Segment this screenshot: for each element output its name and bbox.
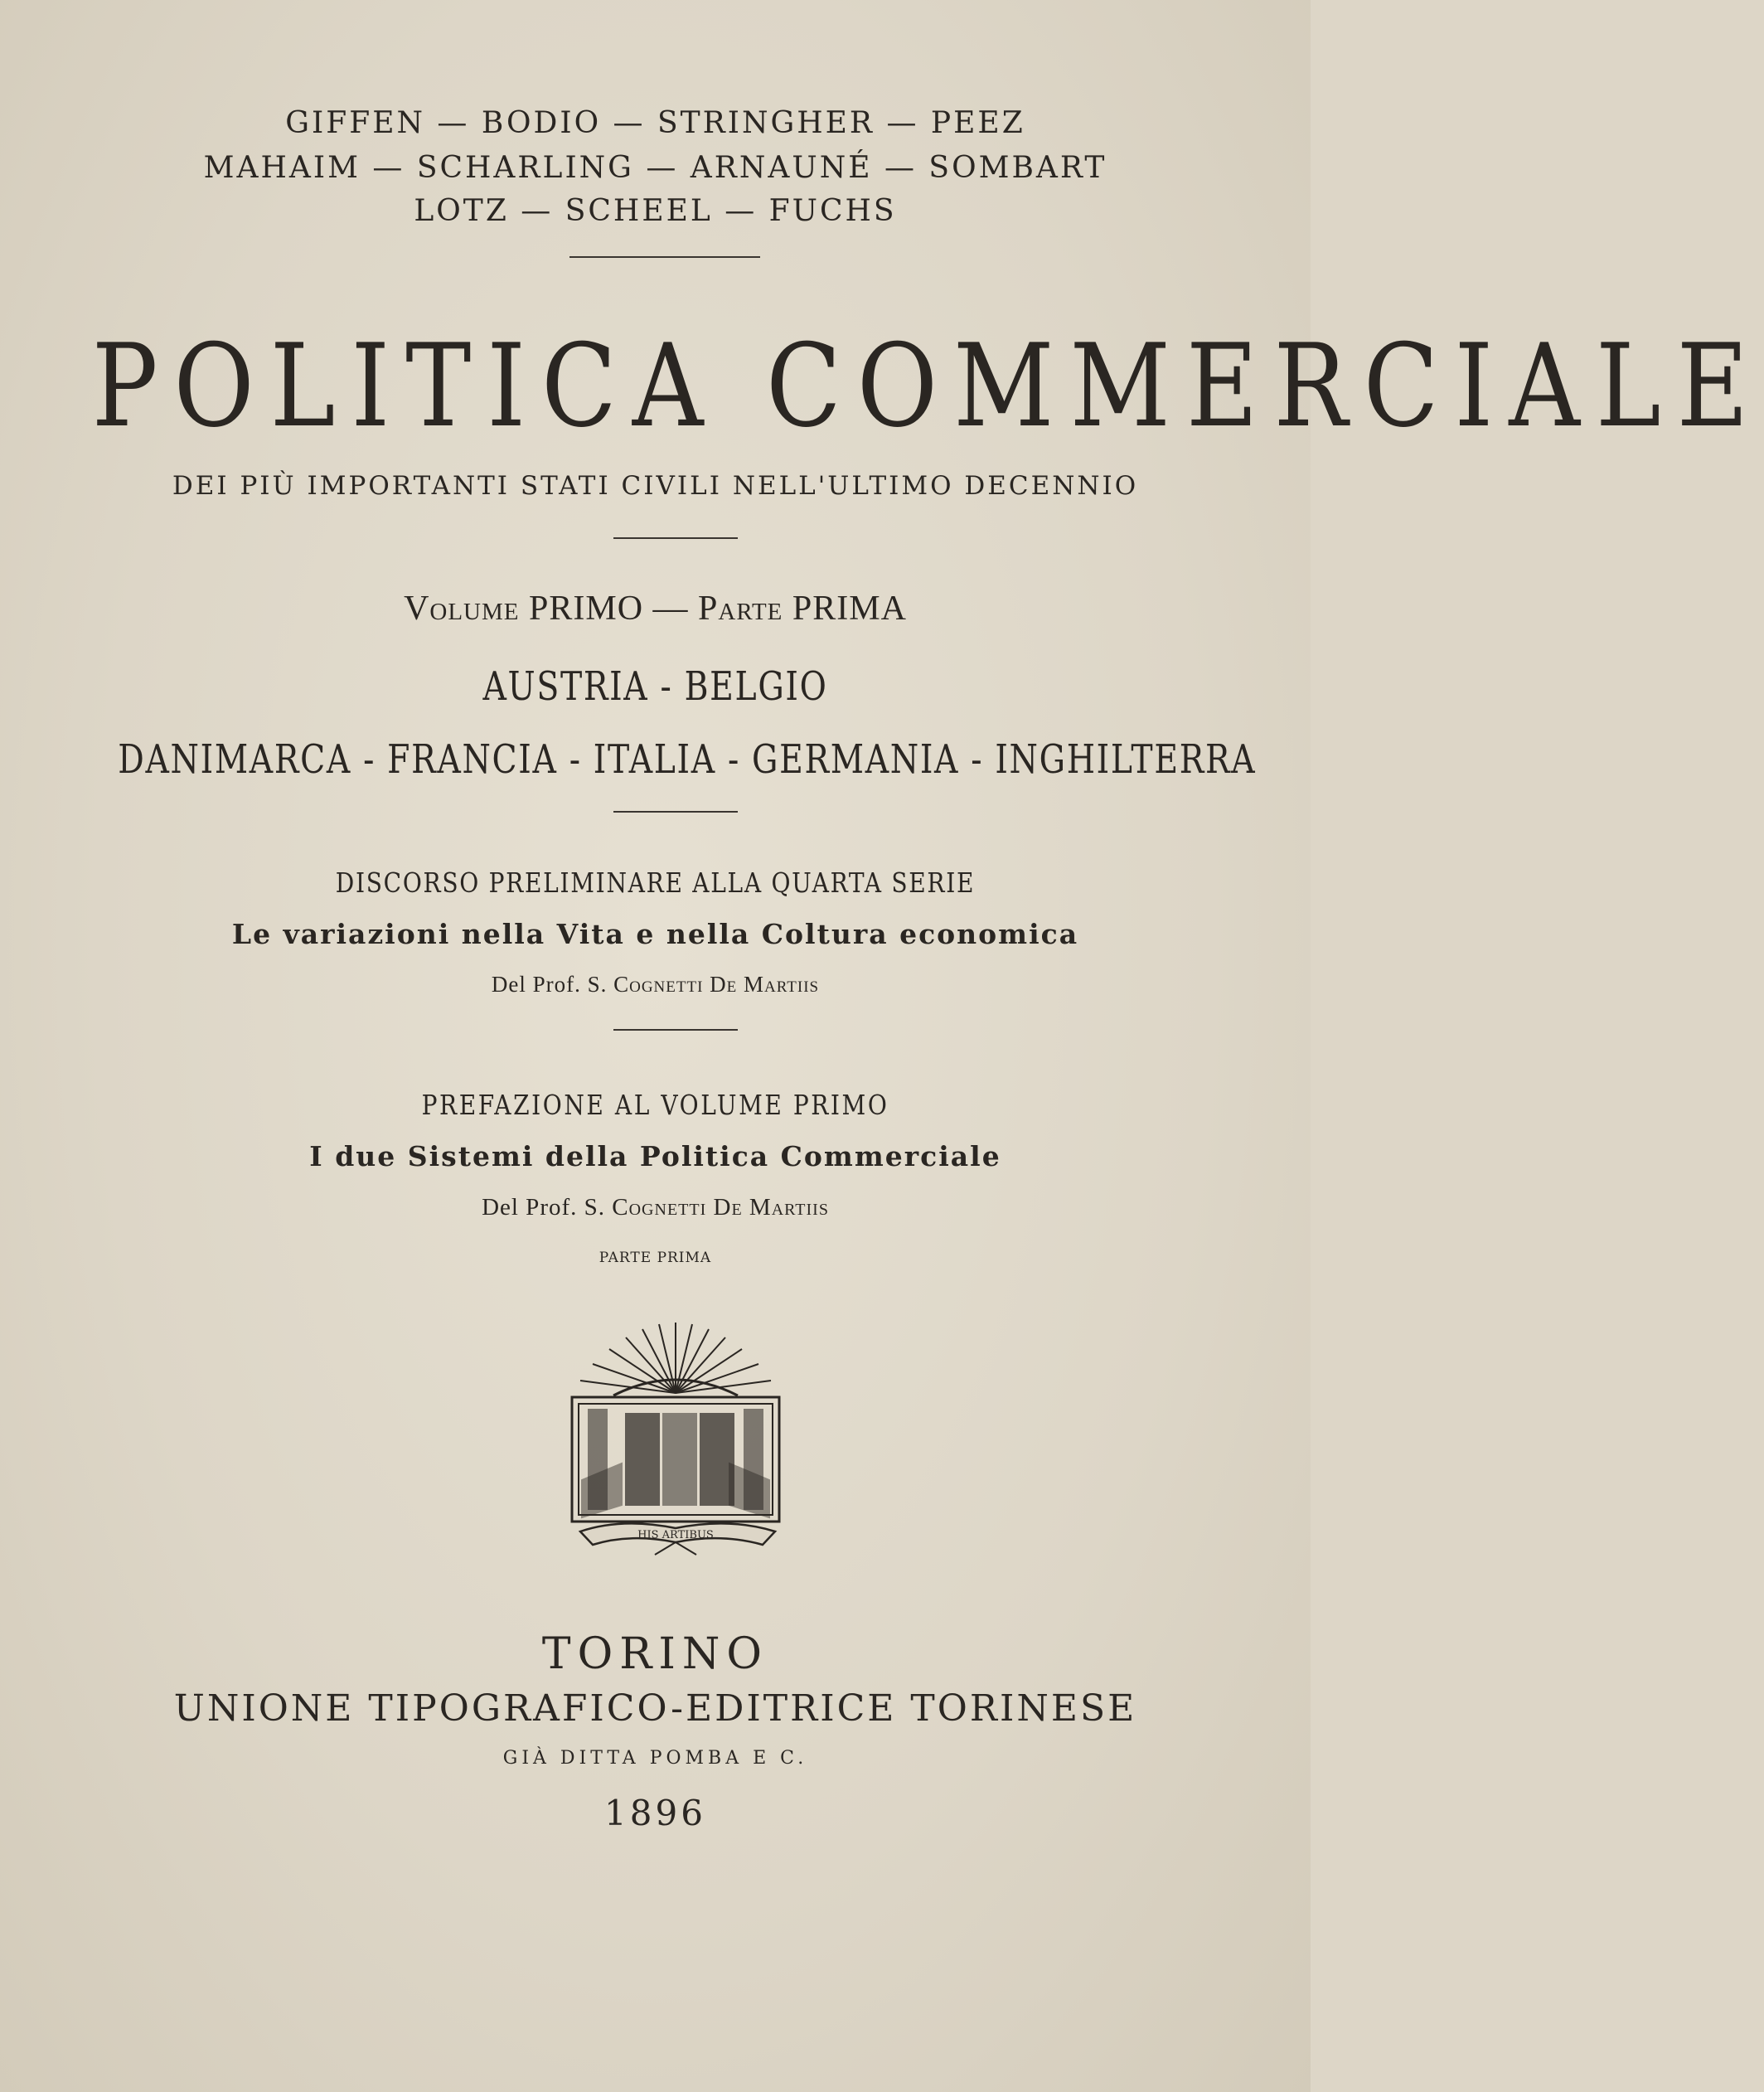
prefazione-author-prefix: Del Prof. S.: [482, 1194, 606, 1221]
discorso-author-name: Cognetti De Martiis: [613, 972, 820, 997]
divider-rule: [613, 811, 738, 813]
divider-rule: [613, 1029, 738, 1031]
prefazione-part: PARTE PRIMA: [598, 1250, 712, 1266]
book-title: POLITICA COMMERCIALE: [91, 319, 1764, 453]
imprint-city: TORINO: [541, 1629, 769, 1679]
divider-rule: [569, 256, 760, 258]
volume-dash: —: [652, 590, 689, 628]
prefazione-heading: PREFAZIONE AL VOLUME PRIMO: [421, 1089, 889, 1121]
countries-line-2: DANIMARCA - FRANCIA - ITALIA - GERMANIA - INGHILTERRA: [118, 736, 1257, 783]
authors-line-1: GIFFEN — BODIO — STRINGHER — PEEZ: [285, 106, 1025, 140]
discorso-heading: DISCORSO PRELIMINARE ALLA QUARTA SERIE: [335, 866, 976, 899]
parte-word: Parte: [698, 590, 783, 628]
imprint-year: 1896: [604, 1793, 706, 1833]
discorso-author: [0, 972, 1311, 997]
authors-line-2: MAHAIM — SCHARLING — ARNAUNÉ — SOMBART: [203, 151, 1107, 185]
prefazione-author: [0, 1194, 1311, 1221]
prefazione-title: I due Sistemi della Politica Commerciale: [309, 1140, 1001, 1172]
volume-line: [0, 589, 1311, 629]
divider-rule: [613, 537, 738, 539]
emblem-motto: HIS ARTIBUS: [637, 1529, 714, 1541]
authors-line-3: LOTZ — SCHEEL — FUCHS: [414, 194, 897, 228]
publisher-emblem-icon: [555, 1314, 796, 1555]
parte-number: PRIMA: [792, 590, 907, 628]
discorso-title: Le variazioni nella Vita e nella Coltura economica: [231, 918, 1079, 950]
volume-number: PRIMO: [529, 590, 644, 628]
prefazione-author-name: Cognetti De Martiis: [612, 1194, 829, 1221]
imprint-publisher: UNIONE TIPOGRAFICO-EDITRICE TORINESE: [173, 1687, 1137, 1730]
volume-word: Volume: [404, 590, 520, 628]
sun-rays: [580, 1323, 771, 1393]
book-subtitle: DEI PIÙ IMPORTANTI STATI CIVILI NELL'ULTIMO DECENNIO: [172, 471, 1139, 501]
imprint-former-name: GIÀ DITTA POMBA E C.: [502, 1748, 808, 1769]
discorso-author-prefix: Del Prof. S.: [491, 972, 608, 997]
countries-line-1: AUSTRIA - BELGIO: [482, 663, 828, 710]
